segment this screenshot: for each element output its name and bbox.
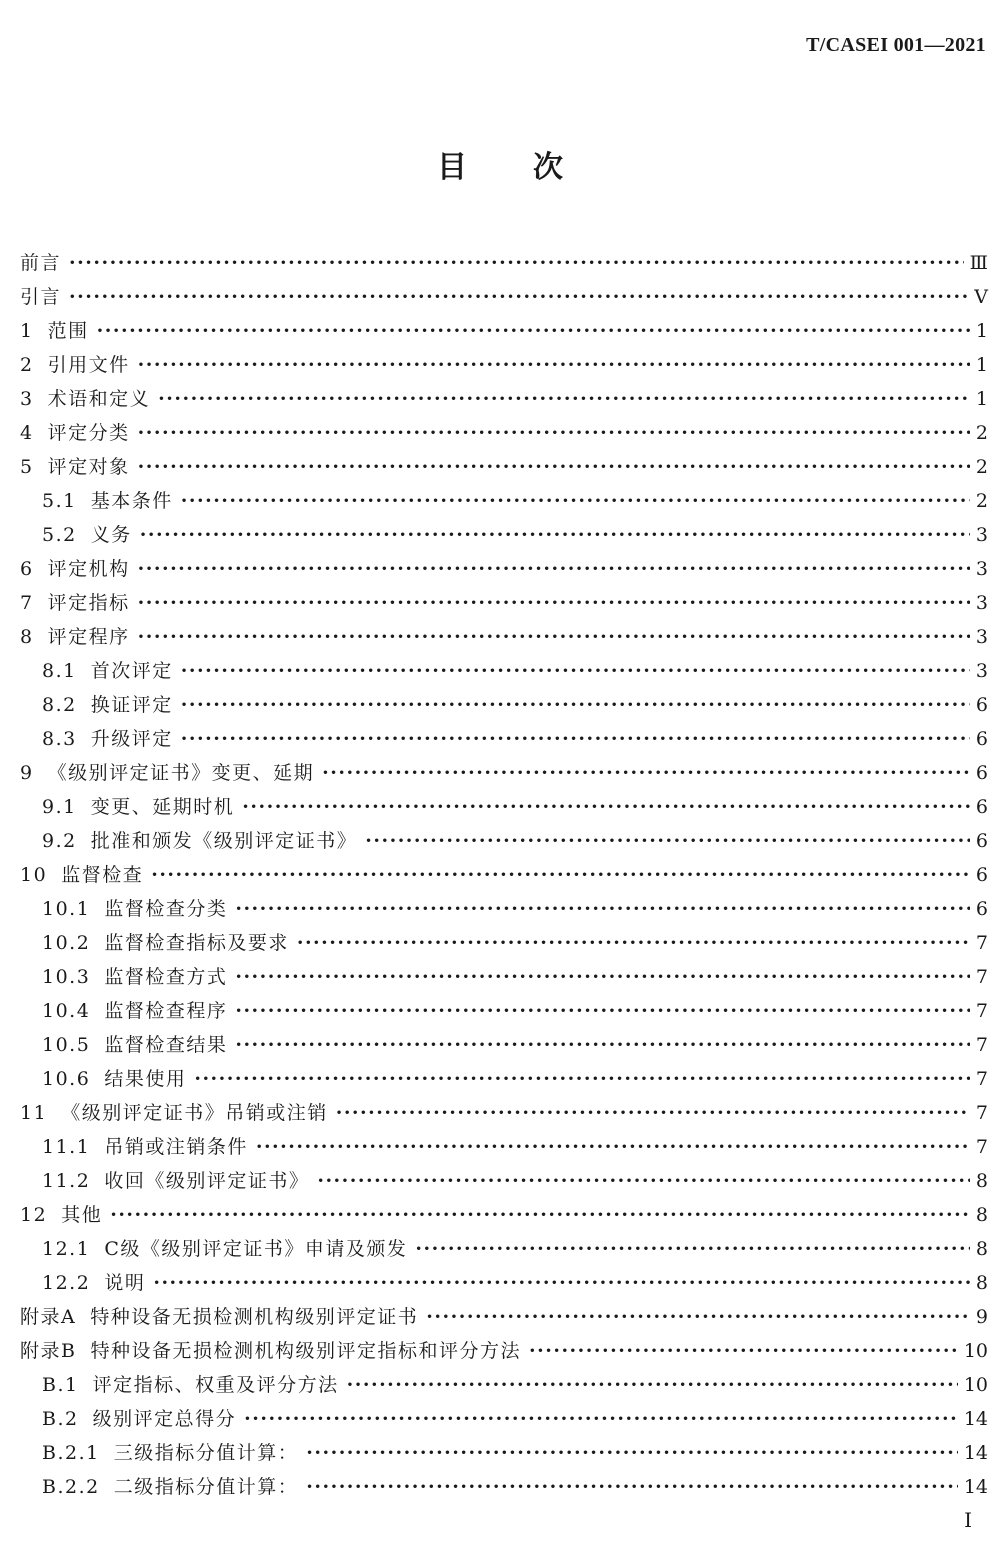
toc-entry-page: 14 <box>963 1442 988 1464</box>
toc-entry-number: 附录B <box>20 1340 77 1362</box>
toc-entry-number: 10 <box>20 864 48 886</box>
toc-entry[interactable] <box>20 1028 988 1062</box>
toc-entry[interactable] <box>20 1164 988 1198</box>
toc-entry[interactable] <box>20 688 988 722</box>
toc-entry-page: 3 <box>975 592 988 614</box>
toc-entry-page: 6 <box>975 728 988 750</box>
toc-entry-title: 批准和颁发《级别评定证书》 <box>90 830 358 852</box>
toc-entry-page: Ⅴ <box>974 286 988 308</box>
toc-entry-number: 7 <box>20 592 34 614</box>
toc-entry-title: 评定指标 <box>47 592 130 614</box>
toc-entry-title: 特种设备无损检测机构级别评定指标和评分方法 <box>90 1340 521 1362</box>
toc-entry-page: 2 <box>975 422 988 444</box>
toc-entry[interactable] <box>20 960 988 994</box>
toc-entry[interactable] <box>20 1232 988 1266</box>
toc-entry-number: 10.3 <box>42 966 91 988</box>
toc-leader-dots <box>151 858 970 892</box>
toc-entry-page: 1 <box>975 320 988 342</box>
toc-entry-title: 说明 <box>104 1272 146 1294</box>
toc-entry-title: 《级别评定证书》吊销或注销 <box>61 1102 328 1124</box>
toc-entry-number: B.2 <box>42 1408 79 1430</box>
toc-leader-dots <box>138 416 970 450</box>
toc-entry-title: 评定对象 <box>47 456 130 478</box>
toc-entry[interactable] <box>20 552 988 586</box>
toc-entry-page: 7 <box>975 1068 988 1090</box>
toc-leader-dots <box>365 824 970 858</box>
toc-entry[interactable] <box>20 1334 988 1368</box>
toc-leader-dots <box>415 1232 970 1266</box>
toc-entry-page: 2 <box>975 490 988 512</box>
toc-entry-title: 评定机构 <box>47 558 130 580</box>
toc-entry-title: C级《级别评定证书》申请及颁发 <box>104 1238 408 1260</box>
toc-entry-title: 二级指标分值计算： <box>113 1476 299 1498</box>
toc-entry[interactable] <box>20 246 988 280</box>
toc-entry-page: 6 <box>975 864 988 886</box>
toc-leader-dots <box>297 926 970 960</box>
toc-entry-page: 2 <box>975 456 988 478</box>
title-char-1: 目 <box>437 150 467 185</box>
toc-entry[interactable] <box>20 382 988 416</box>
toc-entry[interactable] <box>20 756 988 790</box>
toc-leader-dots <box>181 688 970 722</box>
toc-leader-dots <box>181 654 970 688</box>
toc-entry-title: 引用文件 <box>47 354 130 376</box>
toc-entry-title: 前言 <box>20 252 62 274</box>
toc-entry-number: 11.1 <box>42 1136 91 1158</box>
toc-entry-number: 5.1 <box>42 490 77 512</box>
toc-entry-number: 5 <box>20 456 34 478</box>
toc-entry-page: 7 <box>975 1136 988 1158</box>
page-title <box>0 142 1000 186</box>
toc-entry-title: 范围 <box>47 320 89 342</box>
toc-entry-page: 14 <box>963 1408 988 1430</box>
toc-entry[interactable] <box>20 586 988 620</box>
toc-entry-number: 11 <box>20 1102 48 1124</box>
toc-entry-page: Ⅲ <box>969 252 988 274</box>
toc-entry-page: 9 <box>975 1306 988 1328</box>
toc-entry-page: 7 <box>975 1034 988 1056</box>
toc-entry-title: 基本条件 <box>90 490 173 512</box>
toc-entry-page: 8 <box>975 1204 988 1226</box>
toc-entry-number: 10.2 <box>42 932 91 954</box>
toc-entry[interactable] <box>20 280 988 314</box>
toc-entry-number: 8.2 <box>42 694 77 716</box>
toc-entry-page: 3 <box>975 626 988 648</box>
toc-entry-number: 10.5 <box>42 1034 91 1056</box>
toc-entry-title: 结果使用 <box>104 1068 187 1090</box>
toc-entry-number: B.1 <box>42 1374 79 1396</box>
toc-entry-page: 1 <box>975 354 988 376</box>
toc-entry-title: 引言 <box>20 286 62 308</box>
toc-entry[interactable] <box>20 314 988 348</box>
toc-entry[interactable] <box>20 824 988 858</box>
toc-entry-page: 1 <box>975 388 988 410</box>
toc-entry-page: 8 <box>975 1238 988 1260</box>
toc-leader-dots <box>306 1470 958 1504</box>
toc-entry-number: 2 <box>20 354 34 376</box>
toc-entry-title: 换证评定 <box>90 694 173 716</box>
toc-entry[interactable] <box>20 926 988 960</box>
toc-entry-number: 6 <box>20 558 34 580</box>
toc-entry[interactable] <box>20 348 988 382</box>
toc-leader-dots <box>69 280 968 314</box>
toc-entry[interactable] <box>20 450 988 484</box>
toc-entry-number: 3 <box>20 388 34 410</box>
toc-entry-number: 10.1 <box>42 898 91 920</box>
toc-leader-dots <box>181 722 970 756</box>
toc-leader-dots <box>235 960 970 994</box>
toc-entry[interactable] <box>20 1436 988 1470</box>
toc-entry[interactable] <box>20 858 988 892</box>
document-code: T/CASEI 001—2021 <box>806 34 986 56</box>
toc-entry-page: 7 <box>975 1102 988 1124</box>
toc-entry-title: 变更、延期时机 <box>90 796 235 818</box>
toc-leader-dots <box>138 348 970 382</box>
toc-entry-number: 12.1 <box>42 1238 91 1260</box>
title-char-2: 次 <box>533 150 563 185</box>
toc-entry-page: 8 <box>975 1272 988 1294</box>
toc-leader-dots <box>336 1096 970 1130</box>
toc-leader-dots <box>194 1062 970 1096</box>
toc-entry[interactable] <box>20 654 988 688</box>
toc-entry-title: 监督检查 <box>61 864 144 886</box>
toc-entry-title: 评定指标、权重及评分方法 <box>92 1374 339 1396</box>
toc-entry[interactable] <box>20 1470 988 1504</box>
toc-entry-number: 9.2 <box>42 830 77 852</box>
toc-entry-title: 评定程序 <box>47 626 130 648</box>
toc-leader-dots <box>153 1266 970 1300</box>
toc-leader-dots <box>322 756 970 790</box>
toc-entry-page: 6 <box>975 762 988 784</box>
toc-leader-dots <box>138 620 970 654</box>
toc-entry-number: 11.2 <box>42 1170 91 1192</box>
toc-leader-dots <box>347 1368 958 1402</box>
toc-leader-dots <box>140 518 970 552</box>
toc-entry-number: 5.2 <box>42 524 77 546</box>
toc-entry-page: 6 <box>975 694 988 716</box>
toc-entry-number: 10.6 <box>42 1068 91 1090</box>
toc-entry[interactable] <box>20 620 988 654</box>
toc-entry-page: 6 <box>975 830 988 852</box>
toc-entry-title: 义务 <box>90 524 132 546</box>
toc-entry-number: B.2.2 <box>42 1476 100 1498</box>
toc-entry[interactable] <box>20 1096 988 1130</box>
toc-entry-page: 6 <box>975 796 988 818</box>
toc-entry-title: 监督检查方式 <box>104 966 228 988</box>
toc-entry-number: 8 <box>20 626 34 648</box>
toc-entry[interactable] <box>20 518 988 552</box>
toc-entry-number: 12 <box>20 1204 48 1226</box>
toc-entry-number: 4 <box>20 422 34 444</box>
toc-entry-page: 7 <box>975 966 988 988</box>
toc-entry[interactable] <box>20 1130 988 1164</box>
toc-entry-title: 特种设备无损检测机构级别评定证书 <box>90 1306 419 1328</box>
toc-entry-page: 14 <box>963 1476 988 1498</box>
toc-entry-title: 其他 <box>61 1204 103 1226</box>
toc-leader-dots <box>158 382 970 416</box>
toc-leader-dots <box>138 586 970 620</box>
toc-entry-number: 1 <box>20 320 34 342</box>
page-number: Ⅰ <box>964 1508 972 1532</box>
toc-leader-dots <box>235 1028 970 1062</box>
toc-entry-title: 三级指标分值计算： <box>113 1442 299 1464</box>
toc-entry-number: 附录A <box>20 1306 77 1328</box>
toc-entry[interactable] <box>20 416 988 450</box>
toc-entry[interactable] <box>20 892 988 926</box>
toc-entry-page: 3 <box>975 524 988 546</box>
toc-entry[interactable] <box>20 722 988 756</box>
toc-entry-title: 监督检查指标及要求 <box>104 932 289 954</box>
toc-entry[interactable] <box>20 1062 988 1096</box>
toc-entry-number: 8.3 <box>42 728 77 750</box>
toc-entry-number: B.2.1 <box>42 1442 100 1464</box>
toc-leader-dots <box>138 450 970 484</box>
table-of-contents <box>20 246 988 1504</box>
toc-entry-title: 首次评定 <box>90 660 173 682</box>
toc-entry-title: 监督检查程序 <box>104 1000 228 1022</box>
toc-leader-dots <box>256 1130 970 1164</box>
toc-entry[interactable] <box>20 1266 988 1300</box>
toc-entry-title: 监督检查分类 <box>104 898 228 920</box>
toc-entry-page: 10 <box>963 1340 988 1362</box>
toc-entry[interactable] <box>20 1402 988 1436</box>
toc-entry-title: 监督检查结果 <box>104 1034 228 1056</box>
toc-entry[interactable] <box>20 1368 988 1402</box>
toc-entry-page: 3 <box>975 660 988 682</box>
toc-leader-dots <box>242 790 970 824</box>
toc-entry-number: 9.1 <box>42 796 77 818</box>
toc-entry-title: 吊销或注销条件 <box>104 1136 248 1158</box>
toc-entry-title: 升级评定 <box>90 728 173 750</box>
toc-entry[interactable] <box>20 1198 988 1232</box>
toc-entry-title: 收回《级别评定证书》 <box>104 1170 310 1192</box>
toc-entry-page: 10 <box>963 1374 988 1396</box>
toc-entry-page: 6 <box>975 898 988 920</box>
toc-entry[interactable] <box>20 484 988 518</box>
toc-entry-number: 8.1 <box>42 660 77 682</box>
toc-entry-title: 《级别评定证书》变更、延期 <box>47 762 315 784</box>
toc-leader-dots <box>529 1334 958 1368</box>
toc-leader-dots <box>97 314 970 348</box>
toc-entry-page: 7 <box>975 1000 988 1022</box>
toc-leader-dots <box>69 246 964 280</box>
toc-leader-dots <box>110 1198 970 1232</box>
toc-leader-dots <box>244 1402 958 1436</box>
toc-leader-dots <box>426 1300 970 1334</box>
toc-entry-number: 12.2 <box>42 1272 91 1294</box>
toc-leader-dots <box>138 552 970 586</box>
toc-leader-dots <box>181 484 970 518</box>
toc-entry-title: 评定分类 <box>47 422 130 444</box>
toc-entry-number: 9 <box>20 762 34 784</box>
toc-entry-page: 7 <box>975 932 988 954</box>
toc-leader-dots <box>235 892 970 926</box>
toc-entry-page: 3 <box>975 558 988 580</box>
toc-leader-dots <box>235 994 970 1028</box>
toc-entry-title: 级别评定总得分 <box>92 1408 237 1430</box>
toc-entry-page: 8 <box>975 1170 988 1192</box>
toc-entry-title: 术语和定义 <box>47 388 151 410</box>
toc-entry[interactable] <box>20 1300 988 1334</box>
toc-leader-dots <box>317 1164 970 1198</box>
toc-leader-dots <box>306 1436 958 1470</box>
toc-entry[interactable] <box>20 790 988 824</box>
toc-entry[interactable] <box>20 994 988 1028</box>
toc-entry-number: 10.4 <box>42 1000 91 1022</box>
